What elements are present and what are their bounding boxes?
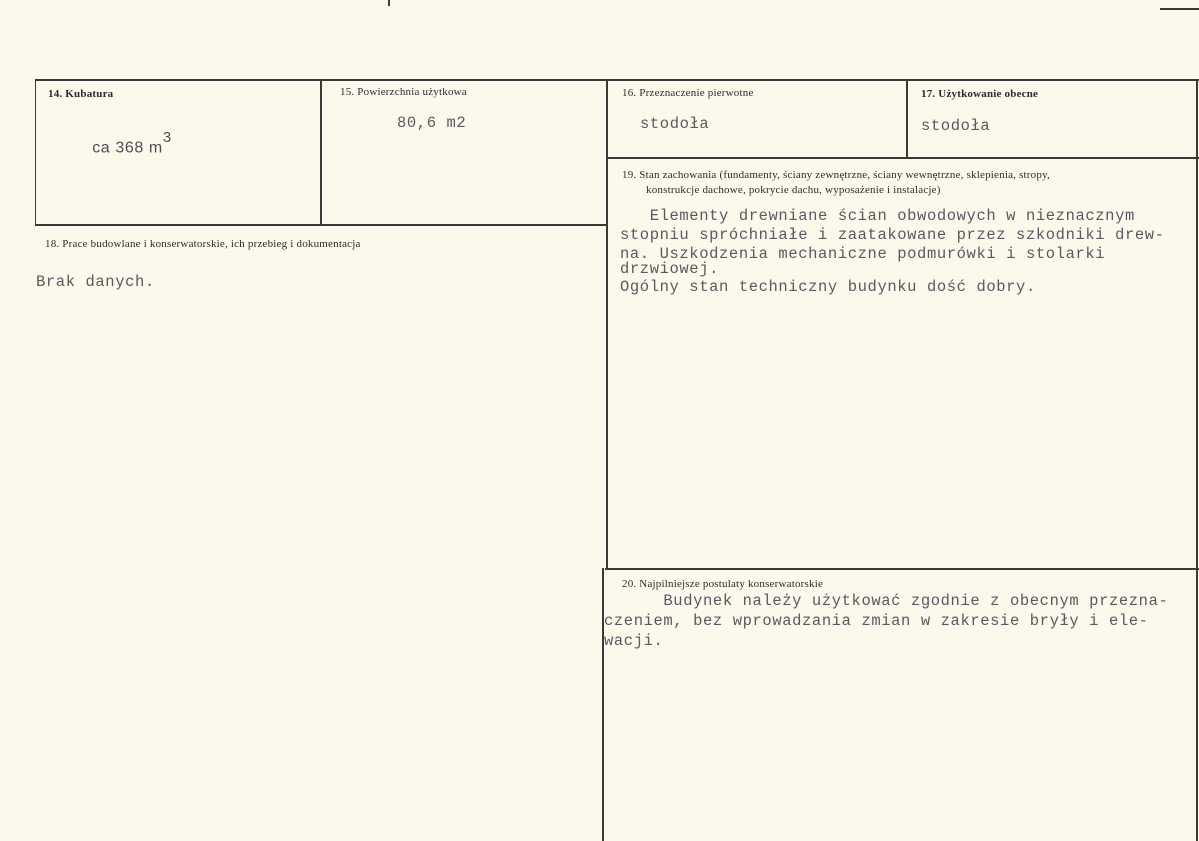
postulaty-label: 20. Najpilniejsze postulaty konserwatorskie bbox=[622, 578, 824, 590]
powierzchnia-value: 80,6 m2 bbox=[397, 114, 467, 132]
kubatura-superscript: 3 bbox=[162, 129, 172, 146]
kubatura-value-text: ca 368 m bbox=[92, 139, 163, 157]
uzytkowanie-value: stodoła bbox=[921, 117, 991, 135]
row1-rule-right bbox=[607, 157, 1199, 159]
przeznaczenie-label: 16. Przeznaczenie pierwotne bbox=[622, 87, 754, 99]
right-edge bbox=[1196, 79, 1198, 841]
stan-label-line2: konstrukcje dachowe, pokrycie dachu, wyposażenie i instalacje) bbox=[646, 184, 941, 196]
prace-value: Brak danych. bbox=[36, 273, 155, 291]
main-center-divider bbox=[606, 79, 608, 568]
postulaty-line: wacji. bbox=[604, 632, 664, 650]
stan-label-line1: 19. Stan zachowania (fundamenty, ściany zewnętrzne, ściany wewnętrzne, sklepienia, stropy, bbox=[622, 169, 1051, 181]
stan-line: drzwiowej. bbox=[620, 260, 720, 278]
divider-14-15 bbox=[320, 79, 322, 226]
uzytkowanie-label: 17. Użytkowanie obecne bbox=[921, 88, 1039, 100]
stan-line: na. Uszkodzenia mechaniczne podmurówki i stolarki bbox=[620, 245, 1106, 263]
top-right-mark bbox=[1160, 8, 1199, 10]
stan-line: Ogólny stan techniczny budynku dość dobry. bbox=[620, 278, 1036, 296]
top-rule bbox=[35, 79, 1199, 81]
postulaty-line: czeniem, bez wprowadzania zmian w zakresie bryły i ele- bbox=[604, 612, 1149, 630]
stan-line: stopniu spróchniałe i zaatakowane przez szkodniki drew- bbox=[620, 226, 1165, 244]
section20-rule bbox=[605, 568, 1199, 570]
postulaty-line: Budynek należy użytkować zgodnie z obecnym przezna- bbox=[604, 592, 1169, 610]
stan-line: Elementy drewniane ścian obwodowych w nieznacznym bbox=[620, 207, 1135, 225]
divider-16-17 bbox=[906, 79, 908, 159]
przeznaczenie-value: stodoła bbox=[640, 115, 710, 133]
top-tick-mark bbox=[388, 0, 390, 6]
left-edge bbox=[35, 79, 36, 226]
kubatura-value bbox=[72, 113, 172, 176]
prace-label: 18. Prace budowlane i konserwatorskie, ich przebieg i dokumentacja bbox=[45, 238, 361, 250]
kubatura-label: 14. Kubatura bbox=[48, 88, 114, 100]
powierzchnia-label: 15. Powierzchnia użytkowa bbox=[340, 86, 467, 98]
